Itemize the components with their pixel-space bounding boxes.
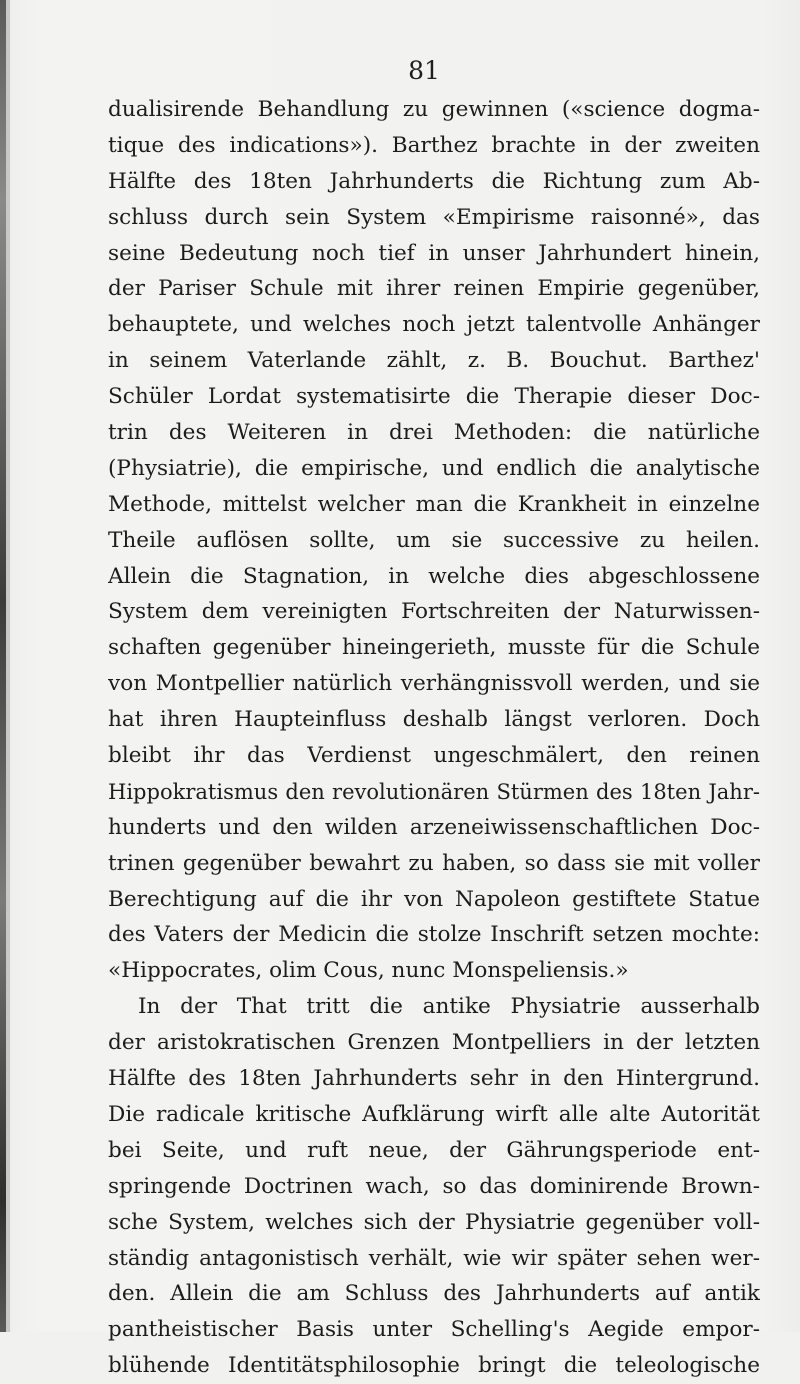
text-line: behauptete, und welches noch jetzt talentvolle Anhänger bbox=[108, 312, 760, 338]
text-line: dualisirende Behandlung zu gewinnen («science dogma- bbox=[108, 97, 760, 122]
text-line: trinen gegenüber bewahrt zu haben, so dass sie mit voller bbox=[108, 850, 760, 876]
text-line: der aristokratischen Grenzen Montpelliers in der letzten bbox=[108, 1030, 760, 1056]
text-line: hunderts und den wilden arzeneiwissenschaftlichen Doc- bbox=[108, 814, 760, 840]
text-line: Hippokratismus den revolutionären Stürmen des 18ten Jahr- bbox=[108, 778, 760, 804]
text-line: Berechtigung auf die ihr von Napoleon gestiftete Statue bbox=[108, 886, 760, 912]
text-line: bleibt ihr das Verdienst ungeschmälert, den reinen bbox=[108, 743, 760, 769]
text-line: sche System, welches sich der Physiatrie gegenüber voll- bbox=[108, 1209, 760, 1235]
binding-shadow bbox=[6, 0, 10, 1332]
text-line: Die radicale kritische Aufklärung wirft alle alte Autorität bbox=[108, 1101, 760, 1127]
text-line: in seinem Vaterlande zählt, z. B. Bouchut. Barthez' bbox=[108, 348, 760, 374]
text-line: ständig antagonistisch verhält, wie wir später sehen wer- bbox=[108, 1245, 760, 1271]
text-line: von Montpellier natürlich verhängnissvoll werden, und sie bbox=[108, 671, 760, 697]
text-line: Hälfte des 18ten Jahrhunderts die Richtung zum Ab- bbox=[108, 168, 760, 194]
text-line: schaften gegenüber hineingerieth, musste für die Schule bbox=[108, 635, 760, 661]
text-line: Hälfte des 18ten Jahrhunderts sehr in den Hintergrund. bbox=[108, 1066, 760, 1092]
text-line: tique des indications»). Barthez brachte in der zweiten bbox=[108, 132, 760, 158]
text-line: Theile auflösen sollte, um sie successive zu heilen. bbox=[108, 527, 760, 553]
body-text bbox=[108, 92, 760, 1384]
text-line: den. Allein die am Schluss des Jahrhunderts auf antik bbox=[108, 1281, 760, 1307]
text-line: seine Bedeutung noch tief in unser Jahrhundert hinein, bbox=[108, 240, 760, 266]
text-line: trin des Weiteren in drei Methoden: die natürliche bbox=[108, 420, 760, 446]
text-line: schluss durch sein System «Empirisme raisonné», das bbox=[108, 204, 760, 230]
text-line: pantheistischer Basis unter Schelling's Aegide empor- bbox=[108, 1317, 760, 1343]
text-line: der Pariser Schule mit ihrer reinen Empirie gegenüber, bbox=[108, 276, 760, 302]
text-line: Schüler Lordat systematisirte die Therapie dieser Doc- bbox=[108, 384, 760, 410]
text-line: hat ihren Haupteinfluss deshalb längst verloren. Doch bbox=[108, 707, 760, 733]
page-number: 81 bbox=[408, 56, 440, 85]
text-line: «Hippocrates, olim Cous, nunc Monspeliensis.» bbox=[108, 958, 629, 984]
text-line: des Vaters der Medicin die stolze Inschrift setzen mochte: bbox=[108, 922, 760, 948]
text-line: bei Seite, und ruft neue, der Gährungsperiode ent- bbox=[108, 1137, 760, 1163]
text-line: Methode, mittelst welcher man die Krankheit in einzelne bbox=[108, 491, 760, 517]
text-line: (Physiatrie), die empirische, und endlich die analytische bbox=[108, 455, 760, 481]
text-line: springende Doctrinen wach, so das dominirende Brown- bbox=[108, 1173, 760, 1199]
text-line: blühende Identitätsphilosophie bringt die teleologische bbox=[108, 1353, 760, 1379]
text-line: Allein die Stagnation, in welche dies abgeschlossene bbox=[108, 563, 760, 589]
text-line: System dem vereinigten Fortschreiten der Naturwissen- bbox=[108, 599, 760, 625]
text-line: In der That tritt die antike Physiatrie ausserhalb bbox=[138, 994, 760, 1020]
